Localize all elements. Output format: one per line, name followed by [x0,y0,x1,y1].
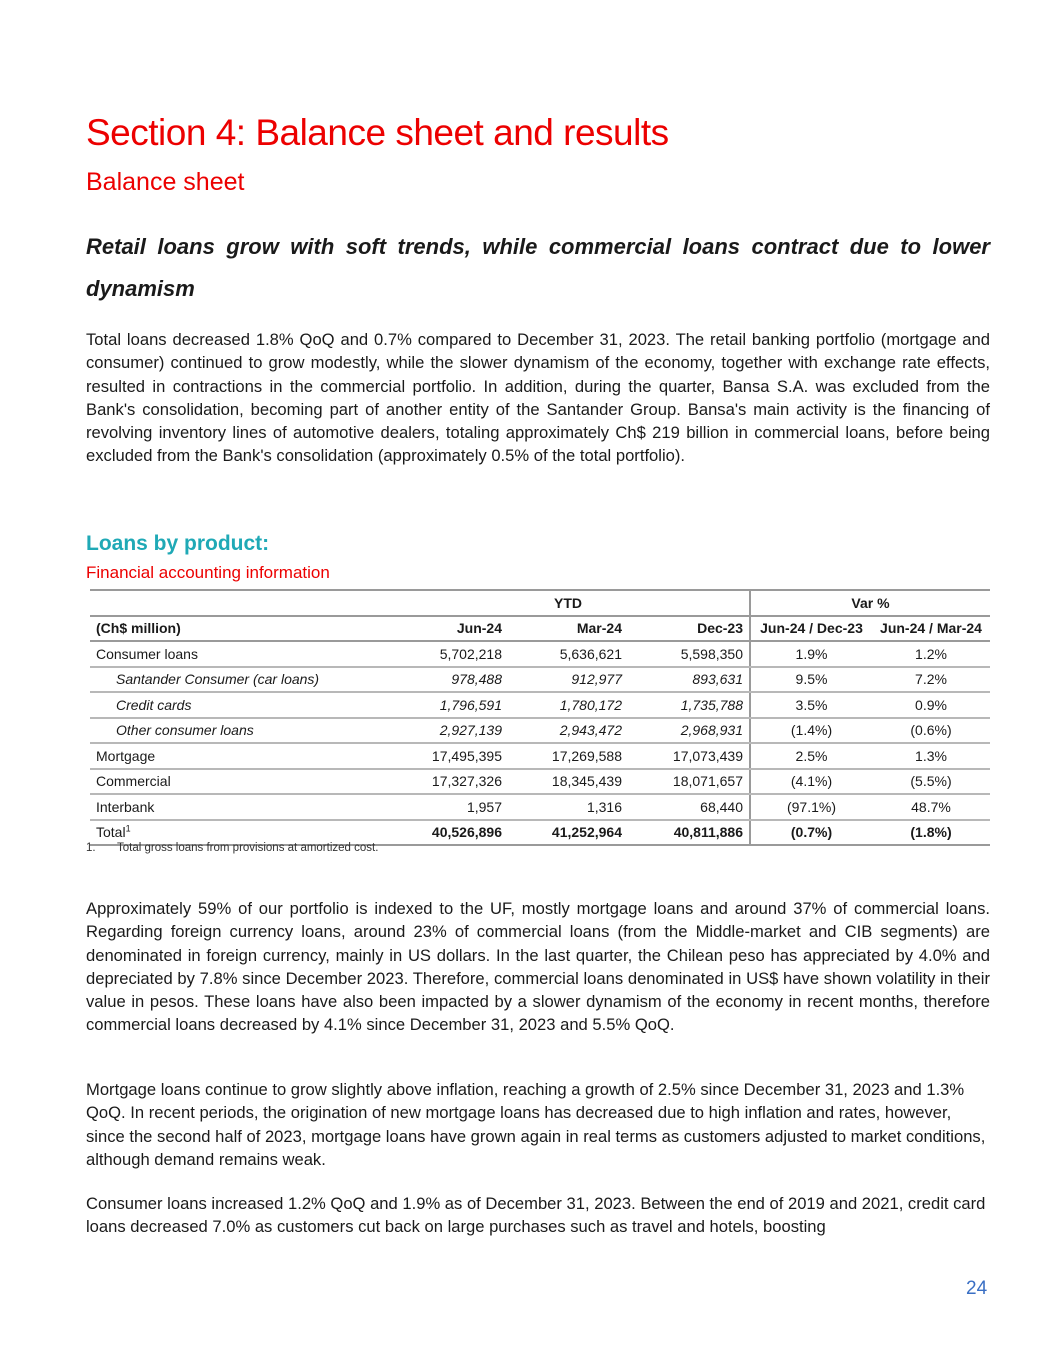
table-row: Interbank 1,957 1,316 68,440 (97.1%) 48.7% [90,794,990,820]
col-header-var-mar: Jun-24 / Mar-24 [872,616,990,642]
table-footnote: 1. Total gross loans from provisions at amortized cost. [86,842,379,854]
table-row: Other consumer loans 2,927,139 2,943,472 2,968,931 (1.4%) (0.6%) [90,718,990,744]
col-header-mar24: Mar-24 [508,616,628,642]
total-label-cell: Total$^1$ [90,820,398,846]
paragraph-mortgage: Mortgage loans continue to grow slightly above inflation, reaching a growth of 2.5% since December 31, 2023 and 1.3% QoQ. In recent periods, the origination of new mortgage loans has decreased due to high inflation and rates, however, since the second half of 2023, mortgage loans have grown again in real terms as customers adjusted to market conditions, although demand remains weak. [86,1080,986,1169]
col-header-var-dec: Jun-24 / Dec-23 [750,616,872,642]
group-ytd: YTD [508,590,628,616]
table-row: Mortgage 17,495,395 17,269,588 17,073,439 2.5% 1.3% [90,743,990,769]
group-var: Var % [750,590,990,616]
col-header-label: (Ch$ million) [90,616,398,642]
table-group-header [90,590,990,616]
section-title: Section 4: Balance sheet and results [86,112,669,153]
paragraph-total-loans: Total loans decreased 1.8% QoQ and 0.7% compared to December 31, 2023. The retail banking portfolio (mortgage and consumer) continued to grow modestly, while the slower dynamism of the economy, together with exchange rate effects, resulted in contractions in the commercial portfolio. In addition, during the quarter, Bansa S.A. was excluded from the Bank's consolidation, becoming part of another entity of the Santander Group. Bansa's main activity is the financing of revolving inventory lines of automotive dealers, totaling approximately Ch$ 219 billion in commercial loans, before being excluded from the Bank's consolidation (approximately 0.5% of the total portfolio). [86,330,990,466]
table-row: Credit cards 1,796,591 1,780,172 1,735,788 3.5% 0.9% [90,692,990,718]
footnote-marker: 1 [125,823,131,834]
table-row: Santander Consumer (car loans) 978,488 912,977 893,631 9.5% 7.2% [90,667,990,693]
subsection-title: Balance sheet [86,168,245,196]
col-header-jun24: Jun-24 [398,616,508,642]
col-header-dec23: Dec-23 [628,616,750,642]
headline: Retail loans grow with soft trends, while commercial loans contract due to lower dynamism [86,234,990,301]
table-header-row [90,616,990,642]
page-number: 24 [966,1278,988,1299]
paragraph-consumer: Consumer loans increased 1.2% QoQ and 1.9% as of December 31, 2023. Between the end of 2019 and 2021, credit card loans decreased 7.0% as customers cut back on large purchases such as travel and hotels, boosting [86,1194,986,1237]
loans-table [90,589,990,846]
table-row: Consumer loans 5,702,218 5,636,621 5,598,350 1.9% 1.2% [90,641,990,667]
paragraph-indexation: Approximately 59% of our portfolio is indexed to the UF, mostly mortgage loans and around 37% of commercial loans. Regarding foreign currency loans, around 23% of commercial loans (from the Middle-market and CIB segments) are denominated in foreign currency, mainly in US dollars. In the last quarter, the Chilean peso has appreciated by 4.0% and depreciated by 7.8% since December 2023. Therefore, commercial loans denominated in US$ have shown volatility in their value in pesos. These loans have also been impacted by a slower dynamism of the economy in recent months, therefore commercial loans decreased by 4.1% since December 31, 2023 and 5.5% QoQ. [86,899,990,1035]
loans-by-product-title: Loans by product: [86,532,270,555]
table-row: Commercial 17,327,326 18,345,439 18,071,657 (4.1%) (5.5%) [90,769,990,795]
loans-subtitle: Financial accounting information [86,563,330,582]
table-total-row: Total$^1$ 40,526,896 41,252,964 40,811,886 (0.7%) (1.8%) [90,820,990,846]
